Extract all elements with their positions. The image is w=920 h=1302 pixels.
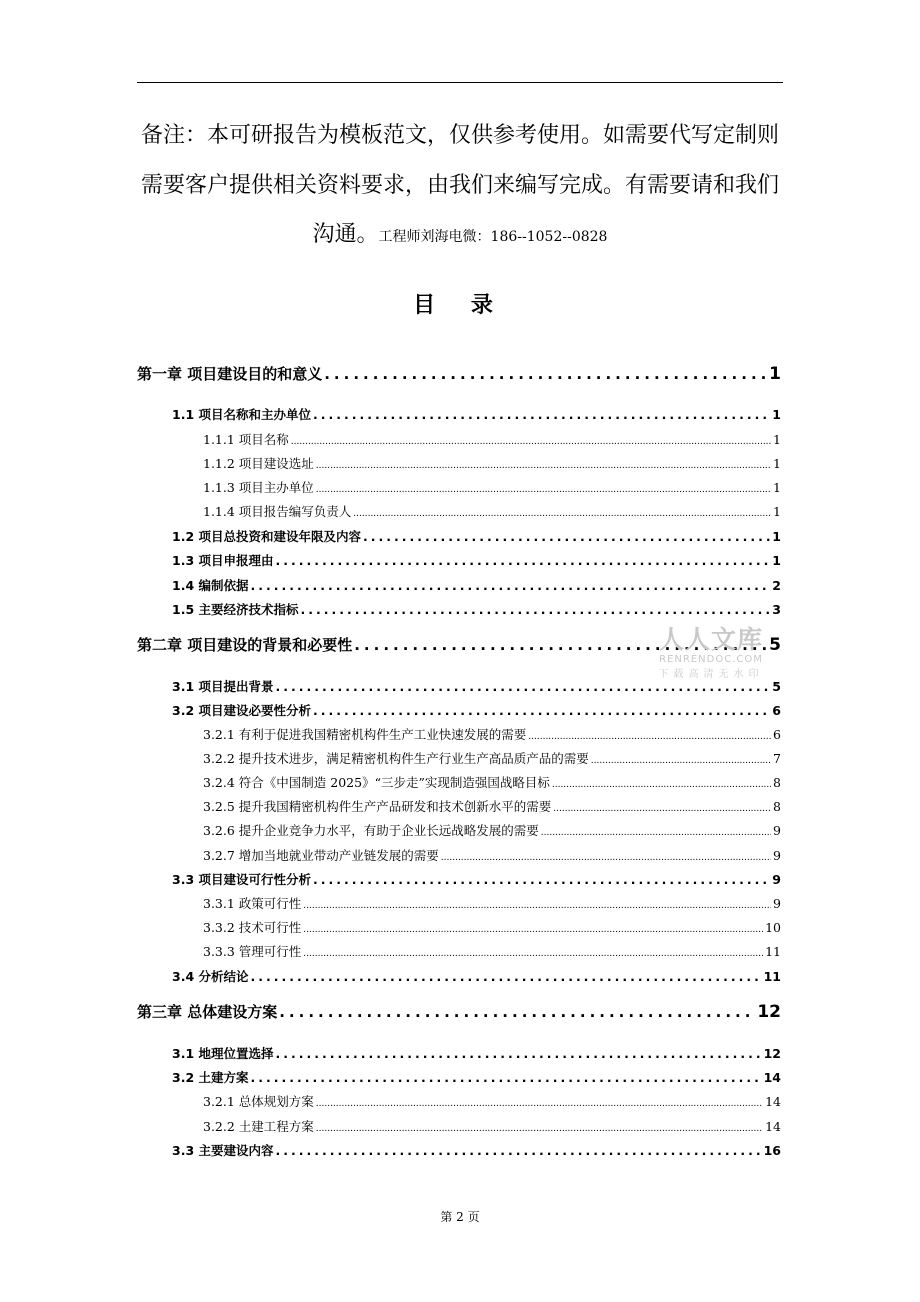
- toc-entry-label: 3.3.3 管理可行性: [203, 944, 302, 959]
- toc-entry-page: 16: [763, 1143, 781, 1158]
- toc-entry-label: 3.1 地理位置选择: [172, 1046, 274, 1061]
- toc-entry-page: 8: [773, 775, 781, 790]
- toc-entry-label: 1.1 项目名称和主办单位: [172, 407, 311, 422]
- toc-leader-dots: [276, 1143, 762, 1158]
- toc-entry-label: 3.2.2 土建工程方案: [203, 1119, 314, 1134]
- toc-entry-label: 第三章 总体建设方案: [137, 1003, 278, 1021]
- toc-entry[interactable]: [203, 430, 781, 448]
- toc-entry[interactable]: [203, 773, 781, 791]
- toc-entry-label: 1.1.4 项目报告编写负责人: [203, 504, 352, 519]
- toc-leader-dots: [313, 407, 770, 422]
- toc-entry[interactable]: [203, 797, 781, 815]
- toc-title: 目 录: [413, 293, 507, 318]
- toc-entry-page: 14: [763, 1070, 781, 1085]
- toc-leader-dots: [303, 925, 763, 935]
- toc-entry-label: 3.2 土建方案: [172, 1070, 249, 1085]
- toc-entry-page: 1: [769, 364, 781, 384]
- toc-entry[interactable]: [203, 821, 781, 839]
- toc-leader-dots: [363, 529, 770, 544]
- watermark-slogan: 下载高清无水印: [658, 669, 764, 680]
- toc-leader-dots: [251, 1070, 762, 1085]
- toc-entry-page: 10: [765, 920, 781, 935]
- note-line-3: [137, 215, 783, 257]
- toc-leader-dots: [301, 602, 771, 617]
- toc-entry-label: 3.3 项目建设可行性分析: [172, 872, 311, 887]
- toc-entry-page: 11: [763, 969, 781, 984]
- toc-entry-page: 14: [765, 1094, 781, 1109]
- note-line-2: 需要客户提供相关资料要求，由我们来编写完成。有需要请和我们: [140, 173, 779, 198]
- toc-entry[interactable]: [203, 846, 781, 864]
- toc-entry-label: 1.4 编制依据: [172, 578, 249, 593]
- toc-entry-label: 1.1.3 项目主办单位: [203, 480, 314, 495]
- toc-leader-dots: [591, 756, 771, 766]
- toc-entry-label: 1.1.2 项目建设选址: [203, 456, 314, 471]
- toc-leader-dots: [553, 804, 771, 814]
- toc-entry-page: 1: [773, 432, 781, 447]
- toc-leader-dots: [303, 949, 763, 959]
- toc-entry-page: 1: [772, 407, 781, 422]
- toc-entry[interactable]: [137, 363, 781, 385]
- toc-entry[interactable]: [203, 749, 781, 767]
- toc-entry-page: 3: [772, 602, 781, 617]
- toc-entry[interactable]: [172, 1141, 781, 1159]
- toc-entry-page: 1: [773, 504, 781, 519]
- toc-entry-page: 1: [772, 553, 781, 568]
- toc-entry-page: 1: [773, 456, 781, 471]
- toc-leader-dots: [541, 828, 771, 838]
- page-number: 第 2 页: [440, 1210, 480, 1224]
- toc-entry[interactable]: [172, 1068, 781, 1086]
- toc-entry-label: 3.4 分析结论: [172, 969, 249, 984]
- toc-entry-page: 6: [772, 703, 781, 718]
- toc-leader-dots: [291, 437, 771, 447]
- toc-entry-page: 5: [769, 635, 781, 655]
- toc-leader-dots: [324, 365, 767, 383]
- toc-leader-dots: [316, 461, 771, 471]
- toc-entry[interactable]: [172, 551, 781, 569]
- toc-entry-page: 8: [773, 799, 781, 814]
- toc-entry-page: 1: [773, 480, 781, 495]
- toc-entry[interactable]: [172, 527, 781, 545]
- toc-leader-dots: [313, 703, 770, 718]
- toc-entry[interactable]: [203, 918, 781, 936]
- toc-entry-label: 第一章 项目建设目的和意义: [137, 365, 323, 383]
- toc-entry-label: 1.3 项目申报理由: [172, 553, 274, 568]
- watermark: [646, 620, 776, 680]
- toc-entry-label: 3.3.1 政策可行性: [203, 896, 302, 911]
- toc-entry[interactable]: [172, 576, 781, 594]
- toc-entry-page: 6: [773, 727, 781, 742]
- toc-entry[interactable]: [172, 701, 781, 719]
- toc-entry-label: 3.2.5 提升我国精密机构件生产产品研发和技术创新水平的需要: [203, 799, 552, 814]
- toc-entry-label: 3.2.1 有利于促进我国精密机构件生产工业快速发展的需要: [203, 727, 527, 742]
- toc-entry-page: 12: [763, 1046, 781, 1061]
- note-contact: 工程师刘海电微：186--1052--0828: [378, 229, 608, 245]
- toc-entry-label: 3.3.2 技术可行性: [203, 920, 302, 935]
- toc-entry-label: 3.2.4 符合《中国制造 2025》“三步走”实现制造强国战略目标: [203, 775, 550, 790]
- toc-entry[interactable]: [203, 454, 781, 472]
- toc-leader-dots: [552, 780, 771, 790]
- toc-leader-dots: [316, 485, 771, 495]
- toc-leader-dots: [353, 509, 771, 519]
- watermark-domain: RENRENDOC.COM: [659, 654, 763, 665]
- toc-entry-page: 9: [773, 823, 781, 838]
- toc-entry[interactable]: [203, 1092, 781, 1110]
- toc-leader-dots: [303, 901, 771, 911]
- toc-entry-page: 7: [773, 751, 781, 766]
- toc-entry[interactable]: [137, 1001, 781, 1023]
- toc-entry-label: 3.1 项目提出背景: [172, 679, 274, 694]
- toc-leader-dots: [276, 679, 771, 694]
- toc-entry[interactable]: [172, 967, 781, 985]
- toc-entry-page: 1: [772, 529, 781, 544]
- toc-leader-dots: [279, 1003, 755, 1021]
- toc-entry-label: 3.2.7 增加当地就业带动产业链发展的需要: [203, 848, 439, 863]
- toc-entry[interactable]: [203, 894, 781, 912]
- note-line-1: 备注：本可研报告为模板范文，仅供参考使用。如需要代写定制则: [140, 123, 779, 148]
- toc-leader-dots: [441, 853, 771, 863]
- toc-entry[interactable]: [203, 725, 781, 743]
- toc-leader-dots: [528, 732, 771, 742]
- toc-entry-page: 2: [772, 578, 781, 593]
- toc-entry[interactable]: [172, 1044, 781, 1062]
- toc-leader-dots: [316, 1099, 763, 1109]
- toc-entry-page: 11: [765, 944, 781, 959]
- toc-entry[interactable]: [172, 870, 781, 888]
- toc-entry-label: 1.2 项目总投资和建设年限及内容: [172, 529, 361, 544]
- toc-entry[interactable]: [203, 1117, 781, 1135]
- toc-entry-page: 9: [773, 896, 781, 911]
- toc-entry-label: 3.3 主要建设内容: [172, 1143, 274, 1158]
- toc-entry-label: 第二章 项目建设的背景和必要性: [137, 636, 353, 654]
- toc-leader-dots: [316, 1124, 763, 1134]
- toc-entry-page: 9: [772, 872, 781, 887]
- toc-leader-dots: [313, 872, 770, 887]
- toc-leader-dots: [276, 553, 771, 568]
- toc-entry-label: 3.2 项目建设必要性分析: [172, 703, 311, 718]
- toc-entry-page: 5: [772, 679, 781, 694]
- toc-entry-label: 3.2.1 总体规划方案: [203, 1094, 314, 1109]
- toc-entry-page: 12: [757, 1002, 781, 1022]
- toc-entry-page: 14: [765, 1119, 781, 1134]
- note-line-3-main: 沟通。: [312, 222, 379, 247]
- toc-entry-label: 1.1.1 项目名称: [203, 432, 289, 447]
- toc-leader-dots: [276, 1046, 762, 1061]
- toc-entry[interactable]: [172, 405, 781, 423]
- toc-entry[interactable]: [203, 478, 781, 496]
- toc-entry[interactable]: [203, 502, 781, 520]
- watermark-brand: 人人文库: [658, 625, 763, 654]
- toc-leader-dots: [251, 578, 771, 593]
- toc-entry-page: 9: [773, 848, 781, 863]
- toc-entry-label: 3.2.6 提升企业竞争力水平，有助于企业长远战略发展的需要: [203, 823, 539, 838]
- toc-entry[interactable]: [203, 942, 781, 960]
- toc-leader-dots: [251, 969, 762, 984]
- header-rule: [137, 82, 783, 83]
- toc-entry[interactable]: [172, 600, 781, 618]
- toc-entry-label: 1.5 主要经济技术指标: [172, 602, 299, 617]
- toc-entry-label: 3.2.2 提升技术进步，满足精密机构件生产行业生产高品质产品的需要: [203, 751, 589, 766]
